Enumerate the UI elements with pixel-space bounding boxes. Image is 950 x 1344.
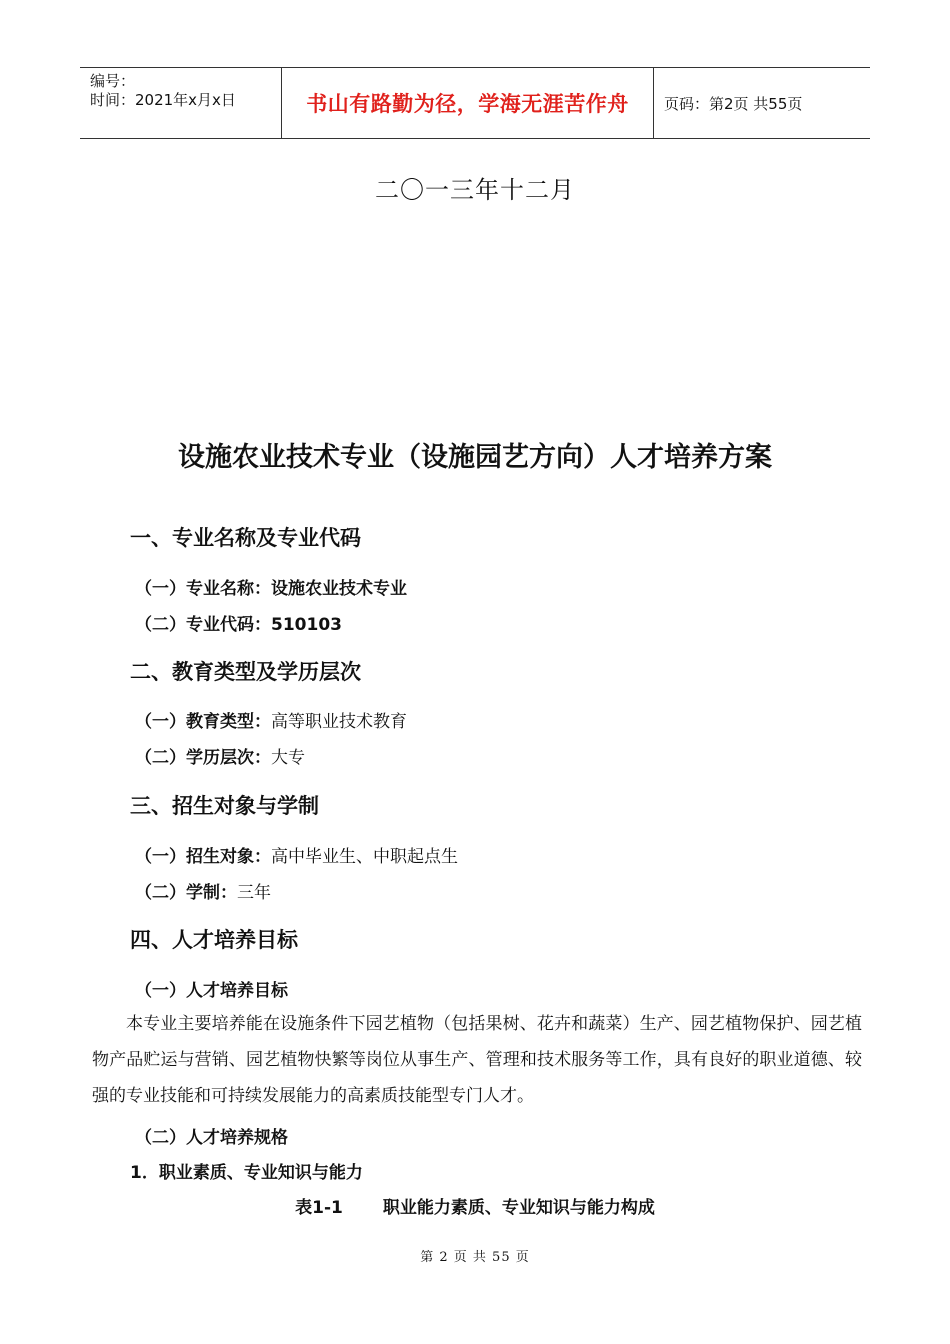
item-key: 1．职业素质、专业知识与能力 [130,1163,363,1183]
section-1-item-2 [135,610,342,635]
item-key: （二）专业代码：510103 [135,615,342,635]
item-key: （二）人才培养规格 [135,1128,288,1148]
section-3-item-2 [135,878,271,903]
body-paragraph: 本专业主要培养能在设施条件下园艺植物（包括果树、花卉和蔬菜）生产、园艺植物保护、园艺植物产品贮运与营销、园艺植物快繁等岗位从事生产、管理和技术服务等工作，具有良好的职业道德、较强的专业技能和可持续发展能力的高素质技能型专门人才。 [92,1014,862,1106]
header-motto-cell [282,68,654,138]
item-value: 高中毕业生、中职起点生 [271,847,458,867]
header-page-info: 页码：第2页 共55页 [664,94,803,113]
header-motto: 书山有路勤为径，学海无涯苦作舟 [306,92,629,116]
item-key: （一）招生对象： [135,847,271,867]
document-title: 设施农业技术专业（设施园艺方向）人才培养方案 [178,442,772,473]
section-1-item-1 [135,574,407,599]
section-heading-3: 三、招生对象与学制 [130,794,319,818]
header-time: 时间：2021年x月x日 [90,91,236,109]
section-heading-1: 一、专业名称及专业代码 [130,526,361,550]
section-2-item-2 [135,743,305,768]
table-number: 表1-1 [295,1198,343,1218]
item-key: （一）人才培养目标 [135,981,288,1001]
header-number: 编号： [90,72,136,90]
table-caption [0,1193,950,1218]
page-header [80,67,870,139]
sub-heading-3 [130,1158,363,1183]
sub-heading-2 [135,1123,288,1148]
section-4-item-1 [135,976,288,1001]
item-value: 大专 [271,748,305,768]
section-heading-4: 四、人才培养目标 [130,928,298,952]
item-key: （一）专业名称：设施农业技术专业 [135,579,407,599]
header-meta [80,68,282,138]
table-caption-text: 职业能力素质、专业知识与能力构成 [382,1198,655,1218]
item-key: （二）学制： [135,883,237,903]
item-key: （二）学历层次： [135,748,271,768]
section-3-item-1 [135,842,458,867]
item-value: 三年 [237,883,271,903]
page-footer: 第 2 页 共 55 页 [420,1250,530,1265]
section-heading-2: 二、教育类型及学历层次 [130,660,361,684]
section-2-item-1 [135,707,407,732]
item-value: 高等职业技术教育 [271,712,407,732]
date-line: 二〇一三年十二月 [375,176,575,204]
item-key: （一）教育类型： [135,712,271,732]
